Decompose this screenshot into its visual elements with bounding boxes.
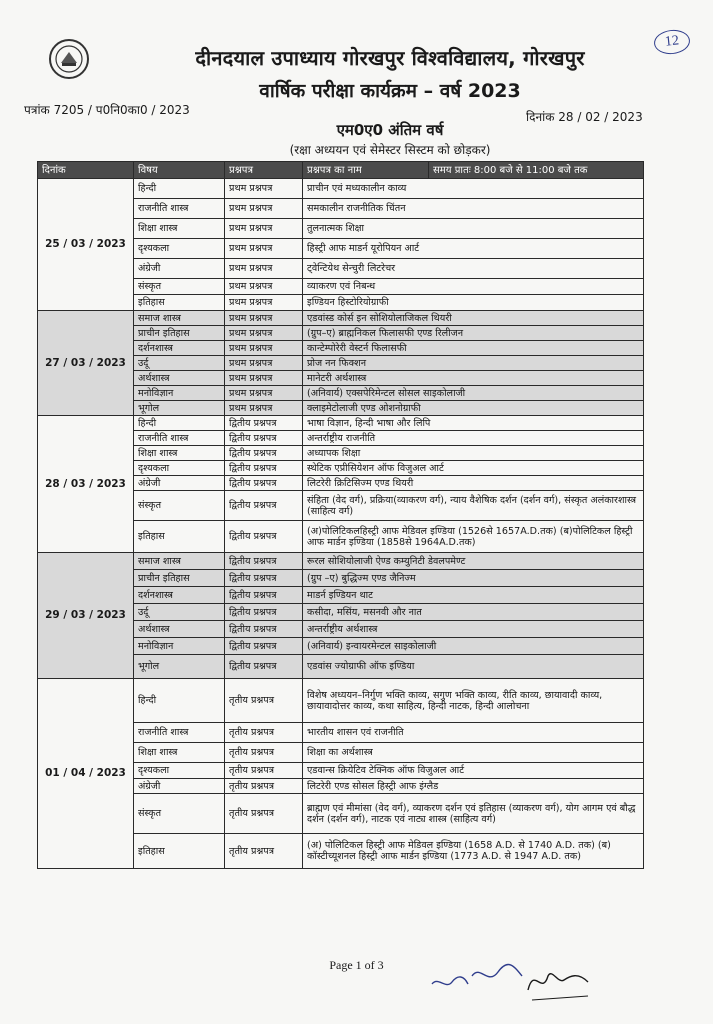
exam-schedule-table <box>37 161 644 869</box>
paper-cell: प्रथम प्रश्नपत्र <box>225 401 303 416</box>
table-header-row <box>38 162 644 179</box>
subject-cell: इतिहास <box>134 834 225 869</box>
table-row <box>38 679 644 723</box>
paper-name-cell: क्लाइमेटोलाजी एण्ड ओशनोग्राफी <box>303 401 644 416</box>
subject-cell: राजनीति शास्त्र <box>134 723 225 743</box>
table-row <box>38 179 644 199</box>
course-subtitle: (रक्षा अध्ययन एवं सेमेस्टर सिस्टम को छोड़कर) <box>289 143 491 157</box>
paper-cell: द्वितीय प्रश्नपत्र <box>225 553 303 570</box>
subject-cell: संस्कृत <box>134 491 225 521</box>
paper-name-cell: स्थेटिक एप्रीसियेशन ऑफ विजुअल आर्ट <box>303 461 644 476</box>
paper-name-cell: मानेटरी अर्थशास्त्र <box>303 371 644 386</box>
paper-cell: प्रथम प्रश्नपत्र <box>225 341 303 356</box>
subject-cell: समाज शास्त्र <box>134 553 225 570</box>
paper-name-cell: तुलनात्मक शिक्षा <box>303 219 644 239</box>
paper-cell: द्वितीय प्रश्नपत्र <box>225 621 303 638</box>
paper-cell: तृतीय प्रश्नपत्र <box>225 763 303 779</box>
subject-cell: हिन्दी <box>134 179 225 199</box>
subject-cell: राजनीति शास्त्र <box>134 199 225 219</box>
exam-date-cell: 01 / 04 / 2023 <box>38 679 134 869</box>
col-header-time: समय प्रातः 8:00 बजे से 11:00 बजे तक <box>429 162 644 179</box>
paper-name-cell: एडवान्स क्रियेटिव टेक्निक ऑफ विजुअल आर्ट <box>303 763 644 779</box>
subject-cell: अंग्रेजी <box>134 476 225 491</box>
subject-cell: हिन्दी <box>134 679 225 723</box>
paper-cell: तृतीय प्रश्नपत्र <box>225 723 303 743</box>
subject-cell: समाज शास्त्र <box>134 311 225 326</box>
paper-cell: प्रथम प्रश्नपत्र <box>225 239 303 259</box>
paper-cell: द्वितीय प्रश्नपत्र <box>225 491 303 521</box>
paper-cell: तृतीय प्रश्नपत्र <box>225 743 303 763</box>
paper-name-cell: प्राचीन एवं मध्यकालीन काव्य <box>303 179 644 199</box>
paper-name-cell: शिक्षा का अर्थशास्त्र <box>303 743 644 763</box>
paper-name-cell: (अनिवार्य) इन्वायरमेन्टल साइकोलाजी <box>303 638 644 655</box>
paper-name-cell: अध्यापक शिक्षा <box>303 446 644 461</box>
handwritten-page-number: 12 <box>653 28 691 56</box>
paper-name-cell: भारतीय शासन एवं राजनीति <box>303 723 644 743</box>
subject-cell: अंग्रेजी <box>134 259 225 279</box>
paper-cell: तृतीय प्रश्नपत्र <box>225 679 303 723</box>
paper-name-cell: लिटरेरी क्रिटिसिज्म एण्ड थियरी <box>303 476 644 491</box>
subject-cell: दृश्यकला <box>134 461 225 476</box>
subject-cell: दृश्यकला <box>134 239 225 259</box>
date-group <box>38 416 644 553</box>
paper-cell: द्वितीय प्रश्नपत्र <box>225 431 303 446</box>
subject-cell: उर्दू <box>134 356 225 371</box>
col-header-paper: प्रश्नपत्र <box>225 162 303 179</box>
reference-number: पत्रांक 7205 / प0नि0का0 / 2023 <box>24 103 190 117</box>
paper-name-cell: (अ) पोलिटिकल हिस्ट्री आफ मेडिवल इण्डिया (1658 A.D. से 1740 A.D. तक) (ब) कॉस्टीच्यूशनल हिस्ट्री आफ मार्डन इण्डिया (1773 A.D. से 1947 A.D. तक) <box>303 834 644 869</box>
paper-cell: द्वितीय प्रश्नपत्र <box>225 476 303 491</box>
subject-cell: प्राचीन इतिहास <box>134 570 225 587</box>
paper-cell: प्रथम प्रश्नपत्र <box>225 259 303 279</box>
subject-cell: उर्दू <box>134 604 225 621</box>
subject-cell: इतिहास <box>134 521 225 553</box>
paper-cell: प्रथम प्रश्नपत्र <box>225 386 303 401</box>
paper-cell: तृतीय प्रश्नपत्र <box>225 779 303 794</box>
paper-name-cell: कसीदा, मसिंय, मसनवी और नात <box>303 604 644 621</box>
subject-cell: अर्थशास्त्र <box>134 621 225 638</box>
subject-cell: दर्शनशास्त्र <box>134 587 225 604</box>
paper-cell: प्रथम प्रश्नपत्र <box>225 279 303 295</box>
paper-cell: द्वितीय प्रश्नपत्र <box>225 638 303 655</box>
subject-cell: मनोविज्ञान <box>134 386 225 401</box>
paper-name-cell: (अनिवार्य) एक्सपेरिमेन्टल सोसल साइकोलाजी <box>303 386 644 401</box>
paper-name-cell: लिटरेरी एण्ड सोसल हिस्ट्री आफ इंग्लैड <box>303 779 644 794</box>
university-seal-icon <box>48 38 90 80</box>
paper-name-cell: विशेष अध्ययन–निर्गुण भक्ति काव्य, सगुण भक्ति काव्य, रीति काव्य, छायावादी काव्य, छायावादोत्तर काव्य, कथा साहित्य, हिन्दी नाटक, हिन्दी आलोचना <box>303 679 644 723</box>
subject-cell: संस्कृत <box>134 794 225 834</box>
subject-cell: राजनीति शास्त्र <box>134 431 225 446</box>
paper-cell: तृतीय प्रश्नपत्र <box>225 794 303 834</box>
paper-name-cell: ट्वेन्टियेथ सेन्चुरी लिटरेचर <box>303 259 644 279</box>
paper-name-cell: इण्डियन हिस्टोरियोग्राफी <box>303 295 644 311</box>
paper-cell: द्वितीय प्रश्नपत्र <box>225 570 303 587</box>
paper-cell: द्वितीय प्रश्नपत्र <box>225 461 303 476</box>
paper-cell: प्रथम प्रश्नपत्र <box>225 219 303 239</box>
paper-name-cell: समकालीन राजनीतिक चिंतन <box>303 199 644 219</box>
table-row <box>38 553 644 570</box>
paper-name-cell: व्याकरण एवं निबन्ध <box>303 279 644 295</box>
subject-cell: इतिहास <box>134 295 225 311</box>
exam-date-cell: 27 / 03 / 2023 <box>38 311 134 416</box>
paper-name-cell: प्रोज नन फिक्शन <box>303 356 644 371</box>
subject-cell: भूगोल <box>134 655 225 679</box>
page-footer: Page 1 of 3 <box>329 958 384 972</box>
date-group <box>38 311 644 416</box>
paper-name-cell: अन्तर्राष्ट्रीय राजनीति <box>303 431 644 446</box>
paper-name-cell: (अ)पोलिटिकलहिस्ट्री आफ मेडिवल इण्डिया (1526से 1657A.D.तक) (ब)पोलिटिकल हिस्ट्री आफ मार्डन इण्डिया (1858से 1964A.D.तक) <box>303 521 644 553</box>
col-header-paper-name: प्रश्नपत्र का नाम <box>303 162 429 179</box>
paper-name-cell: रूरल सोशियोलाजी ऐण्ड कम्युनिटी डेवलपमेण्ट <box>303 553 644 570</box>
subject-cell: संस्कृत <box>134 279 225 295</box>
paper-cell: प्रथम प्रश्नपत्र <box>225 179 303 199</box>
paper-cell: प्रथम प्रश्नपत्र <box>225 295 303 311</box>
document-date: दिनांक 28 / 02 / 2023 <box>526 110 643 124</box>
date-group <box>38 553 644 679</box>
subject-cell: हिन्दी <box>134 416 225 431</box>
date-group <box>38 679 644 869</box>
subject-cell: दृश्यकला <box>134 763 225 779</box>
paper-cell: द्वितीय प्रश्नपत्र <box>225 604 303 621</box>
paper-cell: द्वितीय प्रश्नपत्र <box>225 655 303 679</box>
course-title: एम0ए0 अंतिम वर्ष <box>336 121 444 139</box>
subject-cell: दर्शनशास्त्र <box>134 341 225 356</box>
university-title: दीनदयाल उपाध्याय गोरखपुर विश्वविद्यालय, गोरखपुर <box>195 46 585 70</box>
paper-cell: द्वितीय प्रश्नपत्र <box>225 446 303 461</box>
paper-cell: द्वितीय प्रश्नपत्र <box>225 521 303 553</box>
paper-cell: प्रथम प्रश्नपत्र <box>225 371 303 386</box>
paper-name-cell: (ग्रुप–ए) ब्राह्मनिकल फिलासफी एण्ड रिलीजन <box>303 326 644 341</box>
subject-cell: मनोविज्ञान <box>134 638 225 655</box>
paper-name-cell: भाषा विज्ञान, हिन्दी भाषा और लिपि <box>303 416 644 431</box>
paper-name-cell: माडर्न इण्डियन थाट <box>303 587 644 604</box>
paper-name-cell: एडवांस ज्योग्राफी ऑफ इण्डिया <box>303 655 644 679</box>
subject-cell: अंग्रेजी <box>134 779 225 794</box>
paper-name-cell: अन्तर्राष्ट्रीय अर्थशास्त्र <box>303 621 644 638</box>
subject-cell: शिक्षा शास्त्र <box>134 219 225 239</box>
paper-cell: प्रथम प्रश्नपत्र <box>225 326 303 341</box>
paper-name-cell: हिस्ट्री आफ माडर्न यूरोपियन आर्ट <box>303 239 644 259</box>
table-row <box>38 416 644 431</box>
exam-date-cell: 25 / 03 / 2023 <box>38 179 134 311</box>
subject-cell: शिक्षा शास्त्र <box>134 446 225 461</box>
paper-name-cell: संहिता (वेद वर्ग), प्रक्रिया(व्याकरण वर्ग), न्याय वैशेषिक दर्शन (दर्शन वर्ग), संस्कृत अलंकारशास्त्र (साहित्य वर्ग) <box>303 491 644 521</box>
paper-cell: तृतीय प्रश्नपत्र <box>225 834 303 869</box>
exam-date-cell: 29 / 03 / 2023 <box>38 553 134 679</box>
paper-cell: प्रथम प्रश्नपत्र <box>225 199 303 219</box>
paper-cell: द्वितीय प्रश्नपत्र <box>225 587 303 604</box>
signatures-icon <box>428 946 598 1006</box>
exam-date-cell: 28 / 03 / 2023 <box>38 416 134 553</box>
col-header-date: दिनांक <box>38 162 134 179</box>
paper-cell: प्रथम प्रश्नपत्र <box>225 311 303 326</box>
date-group <box>38 179 644 311</box>
paper-name-cell: ब्राह्मण एवं मीमांसा (वेद वर्ग), व्याकरण दर्शन एवं इतिहास (व्याकरण वर्ग), योग आगम एवं बौद्ध दर्शन (दर्शन वर्ग), नाटक एवं नाट्य शास्त्र (साहित्य वर्ग) <box>303 794 644 834</box>
subject-cell: भूगोल <box>134 401 225 416</box>
subject-cell: शिक्षा शास्त्र <box>134 743 225 763</box>
subject-cell: प्राचीन इतिहास <box>134 326 225 341</box>
exam-schedule-title: वार्षिक परीक्षा कार्यक्रम – वर्ष 2023 <box>259 80 521 102</box>
paper-name-cell: एडवांस्ड कोर्स इन सोशियोलाजिकल थियरी <box>303 311 644 326</box>
paper-cell: द्वितीय प्रश्नपत्र <box>225 416 303 431</box>
col-header-subject: विषय <box>134 162 225 179</box>
table-row <box>38 311 644 326</box>
subject-cell: अर्थशास्त्र <box>134 371 225 386</box>
paper-name-cell: कान्टेम्पोरेरी वेस्टर्न फिलासफी <box>303 341 644 356</box>
paper-cell: प्रथम प्रश्नपत्र <box>225 356 303 371</box>
paper-name-cell: (ग्रुप –ए) बुद्धिज्म एण्ड जैनिज्म <box>303 570 644 587</box>
